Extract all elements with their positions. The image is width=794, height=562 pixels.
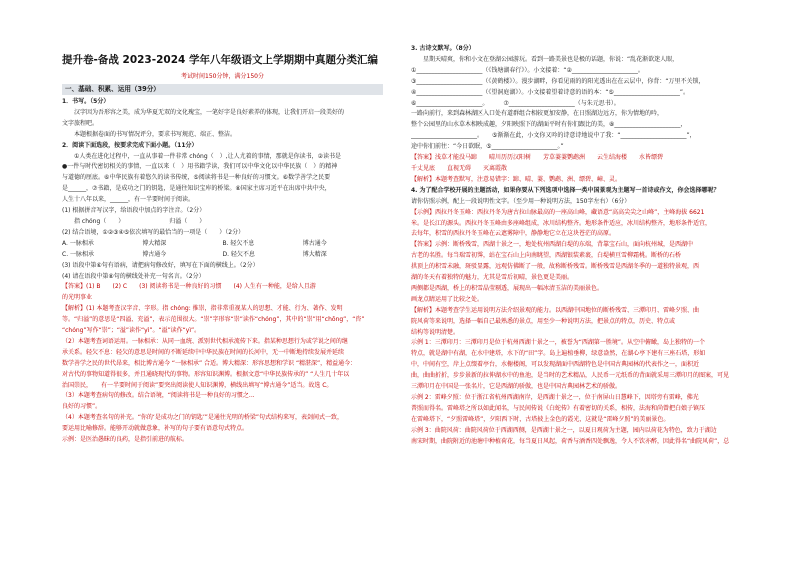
q4-example: 米。是长江的源头。西拉丹冬玉峰由多座峰组成，冰川结构整齐。地形条件适应，冰川结构整齐，地形条件适宜， bbox=[411, 219, 712, 227]
q2-analysis: “chóng”写作“崇”；“溢”读作“yì”。“溢”读作“yì”。 bbox=[62, 327, 201, 335]
q2-sub3: (3) 语段中第⑥句有语病，请把病句修改好，填写在下面的横线上。（2分） bbox=[62, 261, 259, 269]
q4-answer: 画龙点睛运用了比较之处。 bbox=[411, 295, 484, 303]
q3-line: 整个公园里的山水草木相映成趣，夕阳映照下的湖面平时有你们跟比的美，⑧______________________， bbox=[411, 121, 687, 129]
option: C. 一脉相承 bbox=[62, 250, 95, 258]
q1-line: 本题根据卷面的书写情况评分，要求书写规范、端正、整洁。 bbox=[74, 130, 237, 138]
q2-analysis: （2）本题考查词语运用。一脉相承：从同一血统、派别世代相承流传下来。指某种思想行为或学说之间的继 bbox=[62, 337, 348, 345]
q3-intro: 星期天晴爽，你和小文在登湖公园游玩。看到一路美景也是极的话题，你说：“乱花渐欲迷人眼， bbox=[423, 55, 679, 63]
q2-analysis: （3）本题考查病句的修改。结合语境，“阅读将书是一种良好的习惯之... bbox=[62, 392, 255, 400]
q4-heading: 4. 为了配合学校开展的主题活动，如果你要从下列选项中选择一类中国景观为主题写一首诗或作文，你会选择哪呢？ bbox=[411, 186, 720, 194]
q3-line: ③______________________（《黄鹤楼》）。漫步湖畔，你看见雨的的阳光透出在在云层中，你背：“万里不关锁， bbox=[411, 77, 705, 85]
q2-line: 与道德的厘底。⑥中华民族有着悠久的读书传统，⑤阅读将书是一种良好的习惯文。⑥数学善学之民要 bbox=[62, 174, 331, 182]
q2-heading: 2．阅读下面选段，按要求完成下面小题。（11分） bbox=[62, 141, 198, 149]
q4-answer: 湖的冬天有着独特的魅力，尤其是雪后初晴，景色更是美丽。 bbox=[411, 274, 574, 282]
q2-sub2: (2) 结合语境，①②③④⑤依次填写的最恰当的一项是（ ）（2分） bbox=[62, 228, 245, 236]
option: A. 一脉相承 bbox=[62, 239, 94, 247]
q3-line: ______________________。 ⑤渐渐在此，小文你又吟的诗意诗地说中了我：“______________________”， bbox=[411, 132, 696, 140]
q2-line: 是______，⑦书籍，是成功之门的钥匙，是通往知识宝库的桥梁。⑧国家主席习近平在出席中共中央， bbox=[62, 185, 331, 193]
q2-line: ①人类在进化过程中，一直从事着一件非常 chóng（ ）,让人尤着的事情，那就是你读书，②读书是 bbox=[74, 152, 341, 160]
option: 博大精深 bbox=[142, 239, 167, 247]
q3-analysis: 【解析】本题考查默写，注意易错字：蹄、晴、萋、鹦鹉、洲、缥碧、嶂、灵。 bbox=[411, 175, 622, 183]
q3-answer: 千丈见底 直视无碍 灭离霞散 bbox=[411, 164, 508, 172]
q2-analysis: 良好的习惯”。 bbox=[62, 403, 102, 411]
q4-example-item: 示例 2：雷峰夕照：位于浙江省杭州西湖南岸，是西湖十景之一，位于南屏山日慧峰下，因塔旁有雷峰，佛光 bbox=[411, 394, 699, 401]
q2-analysis: 治国崇民， 有一半要时间于阅读”要突出阅读使人知识渊博，横线出填写“博古通今”适当。故选 C。 bbox=[62, 381, 333, 389]
q4-example-item: 曲，曲曲折折，步步景新的拉伸湖水中的鱼池，是当时的艺术精品，人民币一元纸币的背面就采用三潭印月的图案，可见 bbox=[411, 372, 730, 380]
q3-answer: 【答案】浅草才能没马蹄 晴川历历汉阳树 芳草萋萋鹦鹉洲 云生结海楼 水皆缥碧 bbox=[411, 154, 664, 162]
q1-line: 文字旅程吧。 bbox=[62, 119, 99, 127]
option: 博古通今 bbox=[142, 250, 167, 258]
q3-line: ④______________________（《望洞庭湖》）。小文接着望着诗意的语的本：“⑤______________________”。 bbox=[411, 88, 689, 96]
q4-example-item: 普照而得名。雷峰塔之所以如此闻名，与民间传说《白蛇传》有着密切的关系，相传，法海和尚曾把白娘子镇压 bbox=[411, 404, 706, 412]
exam-time-note: 考试时间150分钟，满分150分 bbox=[181, 73, 264, 80]
q4-example-item: 三潭印月在中国是一张名片，它是西湖的骄傲，也是中国古典园林艺术的骄傲。 bbox=[411, 383, 622, 391]
q4-example-item: 中，中间有空，岸上点缀着亭台，水榭楼阁，可以发现湖面中西湖特色是中国古典园林的代表作之一，面积近 bbox=[411, 361, 700, 369]
q2-options-row bbox=[62, 239, 383, 250]
right-page bbox=[397, 0, 794, 562]
q4-example-item: 特点，就是湖中有湖，在水中建塔，水下的“田”字。岛上遍植垂柳，绿意盎然，在湖心亭下建有三座石塔，形如 bbox=[411, 350, 706, 358]
q4-answer: 拱顶上的积雪未融，斑驳显露，远观仿佛断了一般，故称断桥残雪。断桥残雪是西湖冬季的一道独特景观，西 bbox=[411, 263, 700, 271]
q2-analysis: 数学善学之民的世代昂来，相比博古通今 “一脉相承” 合适。博大精深：形容思想和学识 “精湛深”，精益通今： bbox=[62, 359, 357, 367]
q2-answer: 【答案】(1) B (2) C (3) 阅读将书是一种良好的习惯 (4) 人生有一种能，是给人且游 bbox=[62, 283, 316, 291]
q1-heading: 1．书写。（5分） bbox=[62, 98, 110, 105]
q4-line: 请你仿照示例，配上一段说明性文字。（至少用一种说明方法，150字左右）（6分） bbox=[411, 197, 631, 205]
q4-analysis: 结构等说明清楚。 bbox=[411, 328, 460, 336]
q2-pinyin: 指 chóng（ ） 归溢（ ） bbox=[74, 217, 206, 225]
q2-answer: 的光明事业 bbox=[62, 294, 93, 302]
section-heading-1: 一、基础、积累、运用（39分） bbox=[62, 84, 383, 95]
q4-analysis: 【解析】本题考查学生运用说明方法介绍景观的能力。以西湖中国地位的断桥残雪、三潭印月、雷峰夕照、曲 bbox=[411, 306, 700, 314]
option: B. 轻欠不息 bbox=[222, 239, 255, 247]
option: D. 轻欠不息 bbox=[222, 250, 255, 258]
q4-answer: 两侧都是西湖，桥上的积雪晶莹剔透，展现出一幅冰清玉洁的美丽景色。 bbox=[411, 284, 604, 292]
option: 博古通今 bbox=[302, 239, 327, 247]
option: 博大精深 bbox=[302, 250, 327, 258]
q2-sub1: (1) 根据拼音写汉字，给语段中加点的字注音。（2分） bbox=[62, 207, 206, 215]
q4-example-item: 示例 1：三潭印月：三潭印月是位于杭州西湖十景之一，被誉为“西湖第一胜境”。从空中俯瞰，岛上独特的一个 bbox=[411, 339, 705, 347]
q3-line: 一路向前行，来到森林湖区入口处有道群组合相较更加安静，在日照湖边远方，你为情地的吟， bbox=[411, 110, 664, 118]
q4-analysis: 院风荷等来说明，选择一幅自己最熟悉的景点，用至少一种说明方法，把景点的特点，历史、特点或 bbox=[411, 317, 676, 325]
q4-example-item: 在雷峰塔下，“夕照雷峰塔”，夕阳西下时，古塔披上金色的霞光，这就是“雷峰夕照”的美丽景色。 bbox=[411, 415, 670, 423]
q4-example-item: 示例 3：曲院风荷：曲院风荷位于西湖西侧，是西湖十景之一，以夏日观荷为主题，园内以荷花为特色，致力于湖边 bbox=[411, 426, 717, 434]
q2-line: 人生十八年以来，______，有一半要时间于阅读。 bbox=[62, 196, 195, 204]
q2-analysis: 承关系。轻欠不息：轻欠的意思是时间的不断延续中中华民族在时间的长河中，无一中断地持续发展并延续 bbox=[62, 348, 345, 356]
q2-line: ●一件与时代密切相关的事情，一直以来（ ）用书籍学读，我们可以中华文化以中华民族（ ）的精神 bbox=[62, 163, 338, 171]
q4-example: 去每年，积雪的西拉丹冬玉峰在云遮雾障中，静静地它立在这块苍茫的高原。 bbox=[411, 230, 616, 238]
page-title: 提升卷-备战 2023-2024 学年八年级语文上学期期中真题分类汇编 bbox=[62, 54, 378, 66]
q4-answer: 古老的名胜。每当瑞雪初霁，站在宝石山上向南眺望，西湖银装素裹，白堤横亘雪柳霜桃。断桥的石桥 bbox=[411, 252, 682, 260]
q3-line: 途中你们前往：“今日欲眠，⑤______________________。” bbox=[411, 143, 564, 151]
q4-answer: 【答案】示例：断桥残雪，西湖十景之一，地处杭州西湖白堤的东端，背靠宝石山，面向杭州城，是西湖中 bbox=[411, 241, 694, 249]
q4-example: 【示例】西拉丹冬玉峰：西拉丹冬为唐古拉山脉最高的一座高山峰，藏语意“高高尖尖之山峰”，主峰海拔 6621 bbox=[411, 208, 705, 216]
q2-analysis: 示例：是医治愚昧的良药，是指引前进的航标。 bbox=[62, 436, 189, 444]
q3-line: ①______________________（《钱塘湖春行》）。小文接着：“②______________________。 bbox=[411, 66, 644, 74]
q2-analysis: （4）本题考查名句的补充。“你的‘是成功之门的钥匙’”是通往光明的桥梁”句式结构来写，表剑间式一致， bbox=[62, 414, 343, 422]
q3-line: ⑥______________________。 ⑦______________________（与朱元思书）。 bbox=[411, 99, 620, 107]
q1-line: 汉字因为吾形容之美，成为华夏无双的文化瑰宝，一笔好字是良好素养的体现，让我们开启一段美好的 bbox=[74, 108, 345, 116]
q2-sub4: (4) 请在语段中第⑧句的横线处补充一句名言。（2分） bbox=[62, 272, 205, 280]
q2-options-row bbox=[62, 250, 383, 261]
q2-analysis: 对古代的事物知道得很多，并且通晓现代的事物。形容知识渊博。根据文意“中华民族传承的” “人生几十年以 bbox=[62, 370, 350, 378]
q4-example-item: 南宋时期，曲院附近的池塘中种植荷花，每当夏日风起，荷香与酒香四处飘逸，令人不饮亦醉，因此得名“曲院风荷”，总 bbox=[411, 437, 730, 445]
q3-heading: 3. 古诗文默写。（8分） bbox=[411, 45, 475, 52]
q2-analysis: 【解析】(1) 本题考查汉字音、字形。指 chóng: 推崇，指非常重视某人的思想、才能、行为、著作、发明 bbox=[62, 305, 343, 313]
q2-analysis: 要运用比喻修辞。能够开动就做意象，补写的句子要有语意句式特点。 bbox=[62, 425, 249, 433]
q2-analysis: 等。“归溢”的意思是“四溢、充溢”，表示范围很大。“崇”字形容“崇”读作“chóng”，其中的“崇”用“chōng”，“咨” bbox=[62, 316, 365, 324]
